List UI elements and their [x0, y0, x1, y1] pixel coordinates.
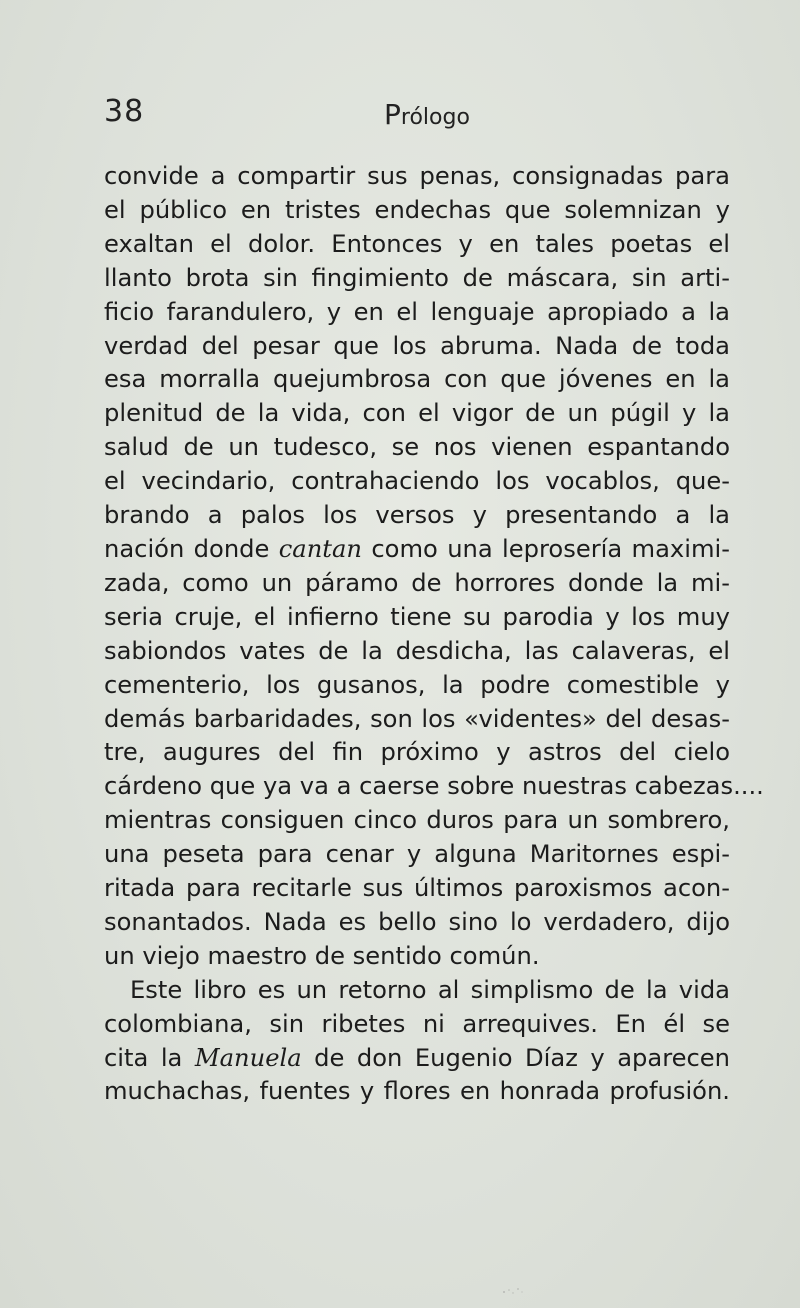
paragraph-first-line: Este libro es un retorno al simplismo de la vida	[130, 975, 730, 1004]
running-title	[384, 98, 470, 131]
paper-speck	[498, 1286, 538, 1296]
text-line: zada, como un páramo de horrores donde la mi-	[104, 568, 730, 597]
text-line: demás barbaridades, son los «videntes» del desas-	[104, 704, 730, 733]
text-line: ficio farandulero, y en el lenguaje apropiado a la	[104, 297, 730, 326]
paragraph-last-line: un viejo maestro de sentido común.	[104, 941, 540, 970]
text-line: plenitud de la vida, con el vigor de un púgil y la	[104, 399, 730, 428]
text-segment: como una leprosería maximi-	[362, 534, 730, 563]
text-line: seria cruje, el infierno tiene su parodia y los muy	[104, 602, 730, 631]
running-head	[104, 94, 744, 134]
text-line: colombiana, sin ribetes ni arrequives. En él se	[104, 1009, 730, 1038]
text-segment: de don Eugenio Díaz y aparecen	[301, 1043, 730, 1072]
text-line: cementerio, los gusanos, la podre comestible y	[104, 670, 730, 699]
text-line: muchachas, fuentes y flores en honrada profusión.	[104, 1077, 730, 1106]
text-line: cárdeno que ya va a caerse sobre nuestras cabezas....	[104, 772, 764, 801]
text-segment: cita la	[104, 1043, 195, 1072]
body-text	[104, 160, 764, 1109]
text-line: salud de un tudesco, se nos vienen espantando	[104, 433, 730, 462]
text-line: sabiondos vates de la desdicha, las calaveras, el	[104, 636, 730, 665]
running-title-initial: P	[384, 98, 401, 131]
text-line: ritada para recitarle sus últimos paroxismos acon-	[104, 874, 730, 903]
text-line: tre, augures del fin próximo y astros del cielo	[104, 738, 730, 767]
text-line: mientras consiguen cinco duros para un sombrero,	[104, 806, 730, 835]
text-line: exaltan el dolor. Entonces y en tales poetas el	[104, 229, 730, 258]
italic-word: cantan	[278, 534, 363, 563]
text-line: llanto brota sin fingimiento de máscara, sin arti-	[104, 263, 730, 292]
text-line: verdad del pesar que los abruma. Nada de toda	[104, 331, 730, 360]
text-segment: nación donde	[104, 534, 279, 563]
text-line: convide a compartir sus penas, consignadas para	[104, 162, 730, 190]
text-line: una peseta para cenar y alguna Maritornes espi-	[104, 840, 730, 869]
text-line: el vecindario, contrahaciendo los vocablos, que-	[104, 467, 730, 496]
page-number: 38	[104, 94, 145, 129]
text-line: brando a palos los versos y presentando a la	[104, 501, 730, 530]
text-line: esa morralla quejumbrosa con que jóvenes en la	[104, 365, 730, 394]
text-line: sonantados. Nada es bello sino lo verdadero, dijo	[104, 907, 730, 936]
italic-title: Manuela	[194, 1043, 302, 1072]
text-line-with-italic	[104, 533, 730, 567]
text-line-with-italic	[104, 1042, 730, 1076]
text-line: el público en tristes endechas que solemnizan y	[104, 195, 730, 224]
running-title-rest: rólogo	[400, 105, 470, 130]
